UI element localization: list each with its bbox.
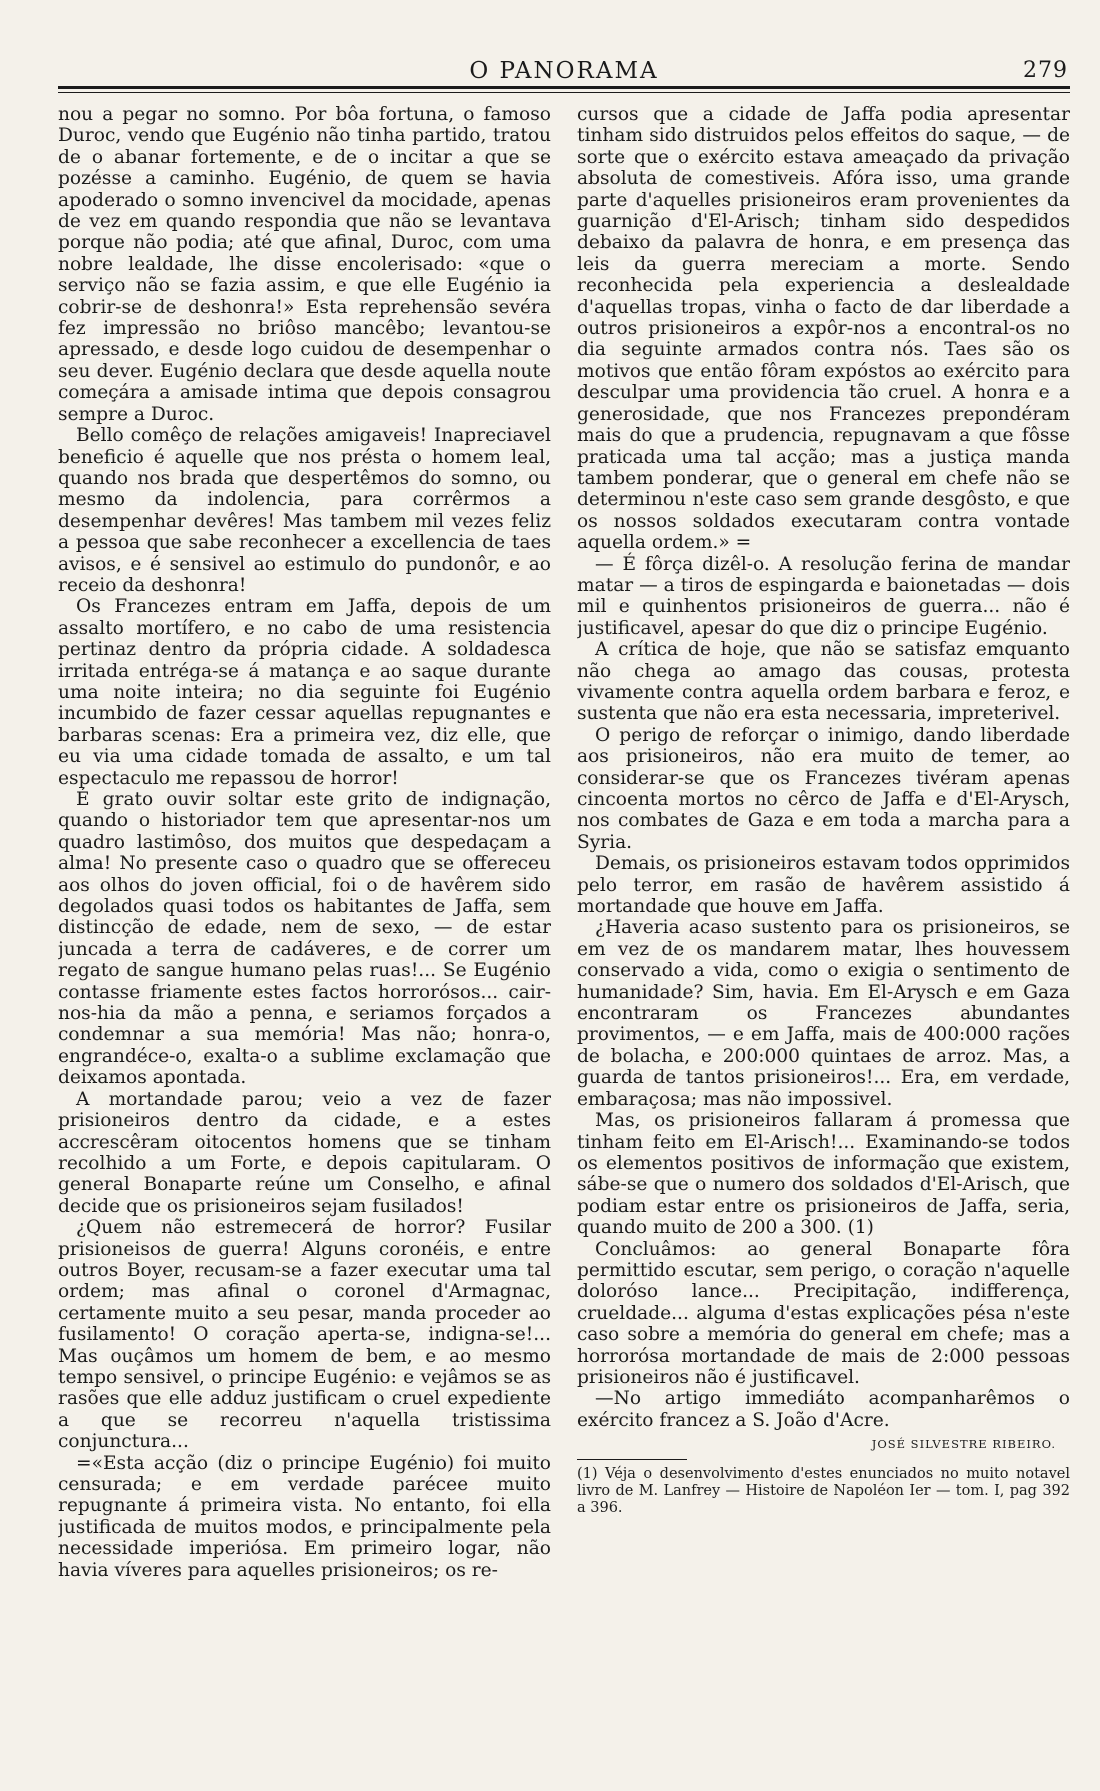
paragraph: Os Francezes entram em Jaffa, depois de um assalto mortífero, e no cabo de uma resistencia pertinaz dentro da própria cidade. A soldadesca irritada entréga-se á matança e ao saque durante uma noite inteira; no dia seguinte foi Eugénio incumbido de fazer cessar aquellas repugnantes e barbaras scenas: Era a primeira vez, diz elle, que eu via uma cidade tomada de assalto, e um tal espectaculo me repassou de horror! — [58, 596, 551, 789]
author-signature: JOSÉ SILVESTRE RIBEIRO. — [871, 1437, 1056, 1452]
paragraph: O perigo de reforçar o inimigo, dando liberdade aos prisioneiros, não era muito de temer, ao considerar-se que os Francezes tivéram apenas cincoenta mortos no cêrco de Jaffa e d'El-Arysch, nos combates de Gaza e em toda a marcha para a Syria. — [577, 724, 1070, 853]
article-columns — [58, 104, 1070, 1771]
paragraph: ¿Quem não estremecerá de horror? Fusilar prisioneisos de guerra! Alguns coronéis, e entre outros Boyer, recusam-se a fazer executar uma tal ordem; mas afinal o coronel d'Armagnac, certamente muito a seu pesar, manda proceder ao fusilamento! O coração aperta-se, indigna-se!... Mas ouçâmos um homem de bem, e ao mesmo tempo sensivel, o principe Eugénio: e vejâmos se as rasões que elle adduz justificam o cruel expediente a que se recorreu n'aquella tristissima conjunctura... — [58, 1217, 551, 1453]
header-rule — [58, 86, 1070, 89]
paragraph: A mortandade parou; veio a vez de fazer prisioneiros dentro da cidade, e a estes accrescêram oitocentos homens que se tinham recolhido a um Forte, e depois capitularam. O general Bonaparte reúne um Conselho, e afinal decide que os prisioneiros sejam fusilados! — [58, 1088, 551, 1217]
page-number: 279 — [1023, 58, 1068, 83]
footnote: (1) Véja o desenvolvimento d'estes enunciados no muito notavel livro de M. Lanfrey — Histoire de Napoléon Ier — tom. I, pag 392 a 396. — [577, 1466, 1070, 1517]
right-column — [577, 104, 1070, 1771]
paragraph: ¿Haveria acaso sustento para os prisioneiros, se em vez de os mandarem matar, lhes houvessem conservado a vida, como o exigia o sentimento de humanidade? Sim, havia. Em El-Arysch e em Gaza encontraram os Francezes abundantes provimentos, — e em Jaffa, mais de 400:000 rações de bolacha, e 200:000 quintaes de arroz. Mas, a guarda de tantos prisioneiros!... Era, em verdade, embaraçosa; mas não impossivel. — [577, 917, 1070, 1110]
footnote-divider — [577, 1459, 687, 1460]
paragraph: Demais, os prisioneiros estavam todos opprimidos pelo terror, em rasão de havêrem assistido á mortandade que houve em Jaffa. — [577, 853, 1070, 918]
header-rule-thin — [58, 92, 1070, 93]
paragraph: A crítica de hoje, que não se satisfaz emquanto não chega ao amago das cousas, protesta vivamente contra aquella ordem barbara e feroz, e sustenta que não era esta necessaria, impreterivel. — [577, 639, 1070, 725]
paragraph: Concluâmos: ao general Bonaparte fôra permittido escutar, sem perigo, o coração n'aquelle doloróso lance... Precipitação, indifferença, crueldade... alguma d'estas explicações pésa n'este caso sobre a memória do general em chefe; mas a horrorósa mortandade de mais de 2:000 pessoas prisioneiros não é justificavel. — [577, 1238, 1070, 1388]
paragraph: =«Esta acção (diz o principe Eugénio) foi muito censurada; e em verdade parécee muito repugnante á primeira vista. No entanto, foi ella justificada de muitos modos, e principalmente pela necessidade imperiósa. Em primeiro logar, não havia víveres para aquelles prisioneiros; os re- — [58, 1452, 551, 1581]
paragraph: nou a pegar no somno. Por bôa fortuna, o famoso Duroc, vendo que Eugénio não tinha partido, tratou de o abanar fortemente, e de o incitar a que se pozésse a caminho. Eugénio, de quem se havia apoderado o somno invencivel da mocidade, apenas de vez em quando respondia que não se levantava porque não podia; até que afinal, Duroc, com uma nobre lealdade, lhe disse encolerisado: «que o serviço não se fazia assim, e que elle Eugénio ia cobrir-se de deshonra!» Esta reprehensão sevéra fez impressão no briôso mancêbo; levantou-se apressado, e desde logo cuidou de desempenhar o seu dever. Eugénio declara que desde aquella noute começára a amisade intima que depois consagrou sempre a Duroc. — [58, 104, 551, 425]
paragraph: cursos que a cidade de Jaffa podia apresentar tinham sido distruidos pelos effeitos do saque, — de sorte que o exército estava ameaçado da privação absoluta de comestiveis. Afóra isso, uma grande parte d'aquelles prisioneiros eram provenientes da guarnição d'El-Arisch; tinham sido despedidos debaixo da palavra de honra, e em presença das leis da guerra mereciam a morte. Sendo reconhecida pela experiencia a deslealdade d'aquellas tropas, vinha o facto de dar liberdade a outros prisioneiros a expôr-nos a encontral-os no dia seguinte armados contra nós. Taes são os motivos que então fôram expóstos ao exército para desculpar uma providencia tão cruel. A honra e a generosidade, que nos Francezes prepondéram mais do que a prudencia, repugnavam a que fôsse praticada uma tal acção; mas a justiça manda tambem ponderar, que o general em chefe não se determinou n'este caso sem grande desgôsto, e que os nossos soldados executaram contra vontade aquella ordem.» = — [577, 104, 1070, 554]
page-header — [58, 58, 1070, 82]
paragraph: Bello comêço de relações amigaveis! Inapreciavel beneficio é aquelle que nos présta o homem leal, quando nos brada que despertêmos do somno, ou mesmo da indolencia, para corrêrmos a desempenhar devêres! Mas tambem mil vezes feliz a pessoa que sabe reconhecer a excellencia de taes avisos, e é sensivel ao estimulo do pundonôr, e ao receio da deshonra! — [58, 425, 551, 596]
paragraph: —No artigo immediáto acompanharêmos o exército francez a S. João d'Acre. — [577, 1388, 1070, 1431]
publication-title: O PANORAMA — [469, 58, 659, 84]
paragraph: — É fôrça dizêl-o. A resolução ferina de mandar matar — a tiros de espingarda e baionetadas — dois mil e quinhentos prisioneiros de guerra... não é justificavel, apesar do que diz o principe Eugénio. — [577, 553, 1070, 639]
paragraph: Mas, os prisioneiros fallaram á promessa que tinham feito em El-Arisch!... Examinando-se todos os elementos positivos de informação que existem, sábe-se que o numero dos soldados d'El-Arisch, que podiam estar entre os prisioneiros de Jaffa, seria, quando muito de 200 a 300. (1) — [577, 1110, 1070, 1239]
left-column — [58, 104, 551, 1771]
paragraph: É grato ouvir soltar este grito de indignação, quando o historiador tem que apresentar-nos um quadro lastimôso, dos muitos que despedaçam a alma! No presente caso o quadro que se offereceu aos olhos do joven official, foi o de havêrem sido degolados quasi todos os habitantes de Jaffa, sem distincção de edade, nem de sexo, — de estar juncada a terra de cadáveres, e de correr um regato de sangue humano pelas ruas!... Se Eugénio contasse friamente estes factos horrorósos... cair-nos-hia da mão a penna, e seriamos forçados a condemnar a sua memória! Mas não; honra-o, engrandéce-o, exalta-o a sublime exclamação que deixamos apontada. — [58, 789, 551, 1089]
